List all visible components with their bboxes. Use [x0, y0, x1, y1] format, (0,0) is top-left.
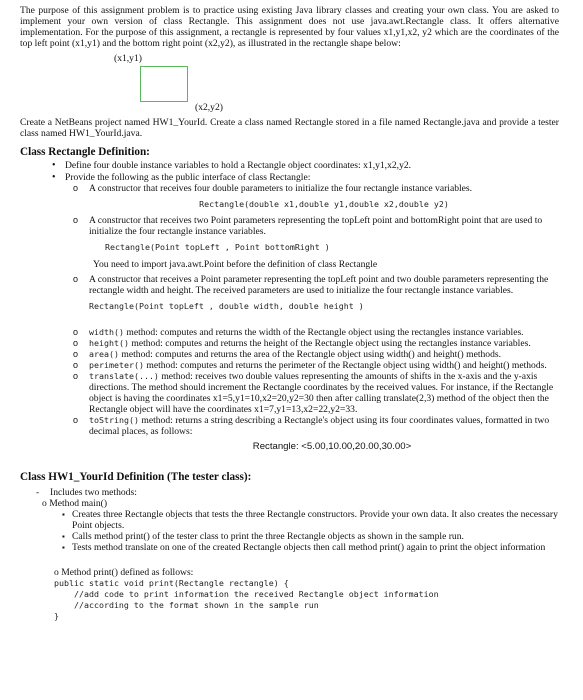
- tester-definition-heading: Class HW1_YourId Definition (The tester class):: [20, 471, 252, 483]
- print-method-code: [54, 578, 559, 622]
- method-tostring: o toString() method: returns a string describing a Rectangle's object using its four coordinates values, formatted in two decimal places, as follows:: [89, 415, 559, 437]
- intro-paragraph: The purpose of this assignment problem is to practice using existing Java library classes and creating your own class. You are asked to implement your own version of class Rectangle. This assignment does not use java.awt.Rectangle class. It offers alternative implementation. For the purpose of this assignment, a rectangle is represented by four values x1,y1,x2, y2 which are the coordinates of the top left point (x1,y1) and the bottom right point (x2,y2), as illustrated in the rectangle shape below:: [20, 5, 559, 49]
- includes-item: - Includes two methods: o Method main() ▪ Creates three Rectangle objects that tests the three Rectangle constructors. Provide your own data. It also creates the necessary Point objects. ▪ Calls method print() of the tester class to print the three Rectangle objects as shown in the sample run. ▪ Tests method translate on one of the created Rectangle objects then call method print() again to print the object information: [50, 487, 559, 553]
- code-line-3: //according to the format shown in the sample run: [54, 600, 319, 610]
- bottom-right-label: (x2,y2): [195, 102, 223, 113]
- constructor-two-points-code: Rectangle(Point topLeft , Point bottomRight ): [105, 242, 330, 252]
- constructor-list-2: [65, 274, 559, 312]
- code-line-1: public static void print(Rectangle rectangle) {: [54, 578, 289, 588]
- main-method-steps: [50, 509, 559, 553]
- constructor-four-doubles-code: Rectangle(double x1,double y1,double x2,double y2): [199, 199, 449, 209]
- method-translate: o translate(...) method: receives two double values representing the amounts of shifts in the x-axis and the y-axis directions. The method should increment the Rectangle coordinates by the received values. For instance, if the Rectangle object is having the coordinates x1=5,y1=10,x2=20,y2=30 then after calling translate(2,3) method of the object then the Rectangle object will have the coordinates x1=7,y1=13,x2=22,y2=33.: [89, 371, 559, 415]
- method-height: o height() method: computes and returns the height of the Rectangle object using the rectangles instance variables.: [89, 338, 559, 349]
- method-width: o width() method: computes and returns the width of the Rectangle object using the rectangles instance variables.: [89, 327, 559, 338]
- tostring-sample-output: Rectangle: <5.00,10.00,20.00,30.00>: [252, 441, 412, 452]
- method-perimeter: o perimeter() method: computes and returns the perimeter of the Rectangle object using width() and height() methods.: [89, 360, 559, 371]
- rectangle-shape: [140, 66, 188, 102]
- constructor-list: [65, 183, 559, 253]
- rectangle-definition-heading: Class Rectangle Definition:: [20, 146, 150, 158]
- main-step-print: ▪ Calls method print() of the tester class to print the three Rectangle objects as shown in the sample run.: [72, 531, 559, 542]
- import-note: You need to import java.awt.Point before the definition of class Rectangle: [93, 259, 378, 270]
- public-interface-item: • Provide the following as the public interface of class Rectangle: o A constructor that receives four double parameters to initialize the four rectangle instance variables. Rectangle(double x1,double y1,double x2,double y2) o A constructor that receives two Point parameters representing the topLeft point and bottomRight point that are used to initialize the four rectangle instance variables. Rectangle(Point topLeft , Point bottomRight ) You need to import java.awt.Point before the definition of class Rectangle o A constructor that receives a Point parameter representing the topLeft point and two double parameters representing the rectangle width and height. The received parameters are used to initialize the four rectangle instance variables. Rectangle(Point topLeft , double width, double height ) o width() method: computes and returns the width of the Rectangle object using the rectangles instance variables. o height() method: computes and returns the height of the Rectangle object using the rectangles instance variables. o area() method: computes and returns the area of the Rectangle object using width() and height() methods. o perimeter() method: computes and returns the perimeter of the Rectangle object using width() and height() methods. o translate(...) method: receives two double values representing the amounts of shifts in the x-axis and the y-axis directions. The method should increment the Rectangle coordinates by the received values. For instance, if the Rectangle object is having the coordinates x1=5,y1=10,x2=20,y2=30 then after calling translate(2,3) method of the object then the Rectangle object will have the coordinates x1=7,y1=13,x2=22,y2=33. o toString() method: returns a string describing a Rectangle's object using its four coordinates values, formatted in two decimal places, as follows: Rectangle: <5.00,10.00,20.00,30.00>: [65, 172, 559, 452]
- print-method-label: o Method print() defined as follows:: [54, 567, 194, 578]
- constructor-four-doubles: o A constructor that receives four double parameters to initialize the four rectangle instance variables. Rectangle(double x1,double y1,double x2,double y2): [89, 183, 559, 210]
- project-instructions: Create a NetBeans project named HW1_YourId. Create a class named Rectangle stored in a file named Rectangle.java and provide a tester class named HW1_YourId.java.: [20, 117, 559, 139]
- tester-requirements: [20, 487, 559, 553]
- main-method-label: o Method main(): [42, 498, 108, 509]
- rectangle-requirements: [20, 160, 559, 452]
- code-line-4: }: [54, 611, 59, 621]
- code-line-2: //add code to print information the received Rectangle object information: [54, 589, 439, 599]
- constructor-point-width-height: o A constructor that receives a Point parameter representing the topLeft point and two double parameters representing the rectangle width and height. The received parameters are used to initialize the four rectangle instance variables. Rectangle(Point topLeft , double width, double height ): [89, 274, 559, 312]
- rectangle-diagram: [20, 49, 559, 115]
- constructor-two-points: o A constructor that receives two Point parameters representing the topLeft point and bottomRight point that are used to initialize the four rectangle instance variables. Rectangle(Point topLeft , Point bottomRight ): [89, 215, 559, 253]
- main-step-create: ▪ Creates three Rectangle objects that tests the three Rectangle constructors. Provide your own data. It also creates the necessary Point objects.: [72, 509, 559, 531]
- method-area: o area() method: computes and returns the area of the Rectangle object using width() and height() methods.: [89, 349, 559, 360]
- constructor-point-width-height-code: Rectangle(Point topLeft , double width, double height ): [89, 301, 364, 311]
- main-step-translate: ▪ Tests method translate on one of the created Rectangle objects then call method print() again to print the object information: [72, 542, 559, 553]
- instance-variables-item: • Define four double instance variables to hold a Rectangle object coordinates: x1,y1,x2,y2.: [65, 160, 559, 171]
- top-left-label: (x1,y1): [114, 53, 142, 64]
- method-list: [65, 327, 559, 437]
